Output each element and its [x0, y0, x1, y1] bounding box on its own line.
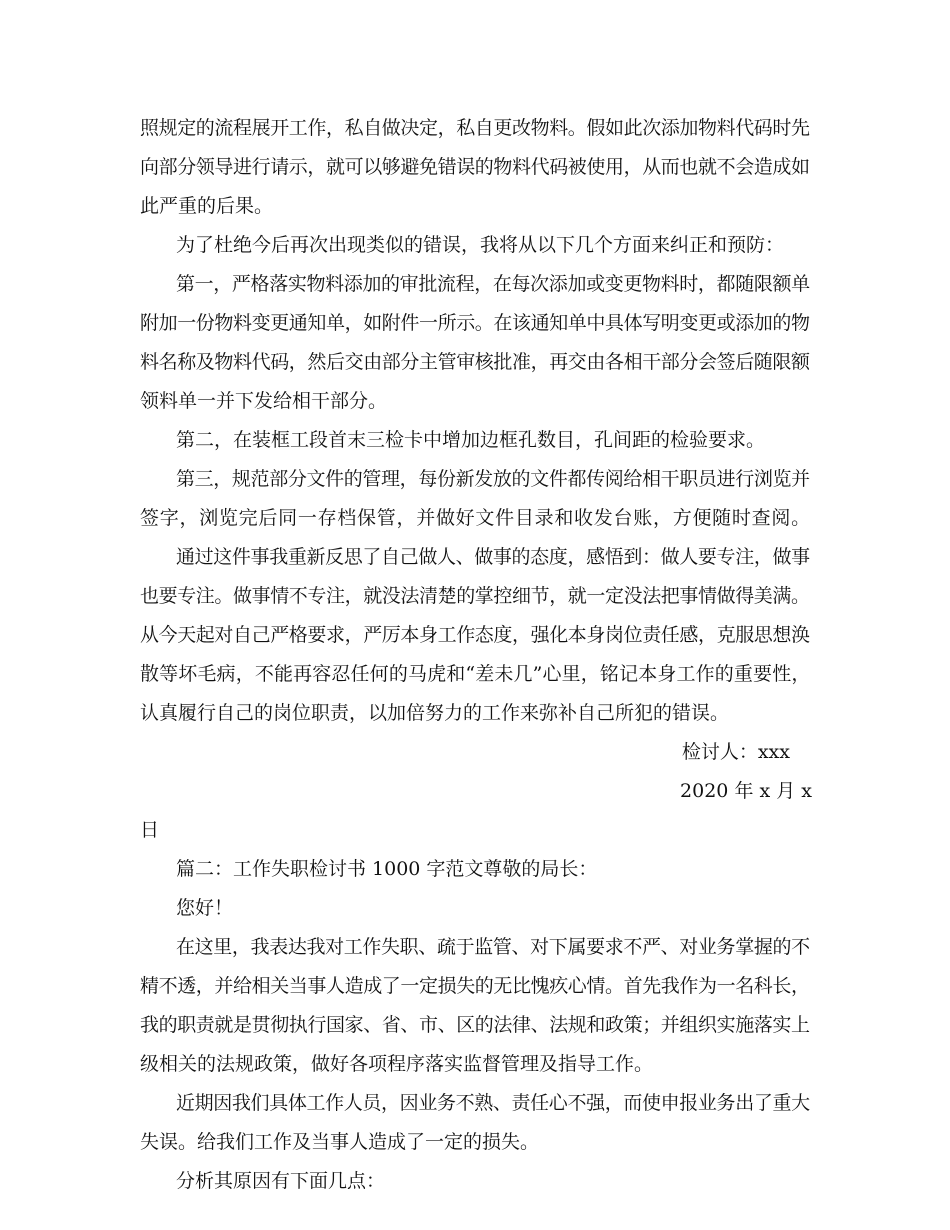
date-line: 2020 年 x 月 x: [680, 780, 812, 802]
section-heading: 篇二：工作失职检讨书 1000 字范文尊敬的局长：: [176, 858, 598, 880]
body-line: 从今天起对自己严格要求，严厉本身工作态度，强化本身岗位责任感，克服思想涣: [140, 624, 810, 646]
body-line: 料名称及物料代码，然后交由部分主管审核批准，再交由各相干部分会签后随限额: [140, 351, 810, 373]
body-line: 向部分领导进行请示，就可以够避免错误的物料代码被使用，从而也就不会造成如: [140, 156, 810, 178]
body-line: 为了杜绝今后再次出现类似的错误，我将从以下几个方面来纠正和预防：: [176, 234, 785, 256]
body-line: 散等坏毛病，不能再容忍任何的马虎和“差未几”心里，铭记本身工作的重要性，: [140, 663, 811, 685]
body-line: 照规定的流程展开工作，私自做决定，私自更改物料。假如此次添加物料代码时先: [140, 117, 810, 139]
body-line: 此严重的后果。: [140, 195, 274, 217]
body-line: 分析其原因有下面几点：: [176, 1170, 386, 1192]
body-line: 签字，浏览完后同一存档保管，并做好文件目录和收发台账，方便随时查阅。: [140, 507, 811, 529]
body-line: 第二，在装框工段首末三检卡中增加边框孔数目，孔间距的检验要求。: [176, 429, 766, 451]
body-line: 失误。给我们工作及当事人造成了一定的损失。: [140, 1131, 540, 1153]
body-line: 第一，严格落实物料添加的审批流程，在每次添加或变更物料时，都随限额单: [176, 273, 810, 295]
body-line: 近期因我们具体工作人员，因业务不熟、责任心不强，而使申报业务出了重大: [176, 1092, 810, 1114]
signature-line: 检讨人：xxx: [681, 741, 790, 763]
body-line: 级相关的法规政策，做好各项程序落实监督管理及指导工作。: [140, 1053, 654, 1075]
body-line: 领料单一并下发给相干部分。: [140, 390, 388, 412]
body-line: 认真履行自己的岗位职责，以加倍努力的工作来弥补自己所犯的错误。: [140, 702, 730, 724]
greeting: 您好！: [176, 897, 234, 919]
body-line: 通过这件事我重新反思了自己做人、做事的态度，感悟到：做人要专注，做事: [176, 546, 810, 568]
body-line: 我的职责就是贯彻执行国家、省、市、区的法律、法规和政策；并组织实施落实上: [140, 1014, 810, 1036]
date-line-continued: 日: [140, 819, 160, 841]
body-line: 在这里，我表达我对工作失职、疏于监管、对下属要求不严、对业务掌握的不: [176, 936, 810, 958]
body-line: 精不透，并给相关当事人造成了一定损失的无比愧疚心情。首先我作为一名科长，: [140, 975, 810, 997]
body-line: 也要专注。做事情不专注，就没法清楚的掌控细节，就一定没法把事情做得美满。: [140, 585, 810, 607]
body-line: 第三，规范部分文件的管理，每份新发放的文件都传阅给相干职员进行浏览并: [176, 468, 810, 490]
body-line: 附加一份物料变更通知单，如附件一所示。在该通知单中具体写明变更或添加的物: [140, 312, 810, 334]
